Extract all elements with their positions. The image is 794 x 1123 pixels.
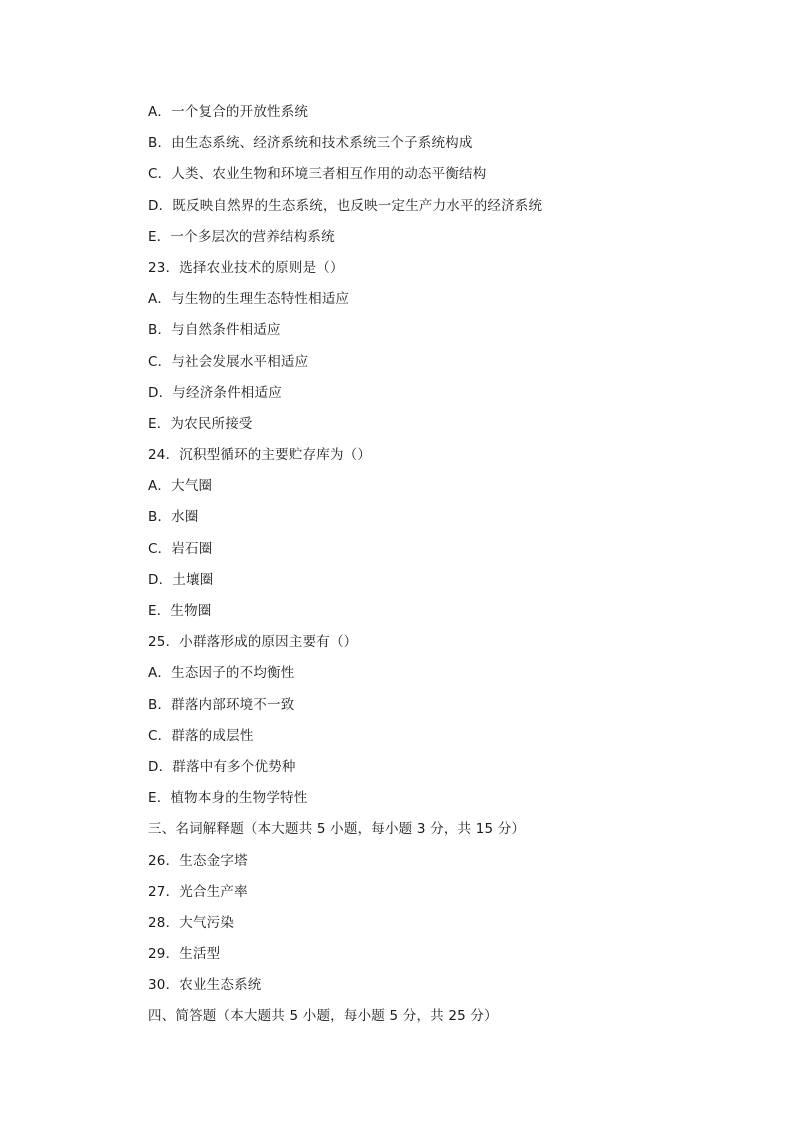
section-3-heading: 三、名词解释题（本大题共 5 小题，每小题 3 分，共 15 分） <box>148 821 526 838</box>
question-23: 23．选择农业技术的原则是（） <box>148 259 344 276</box>
question-30: 30．农业生态系统 <box>148 977 262 994</box>
question-28: 28．大气污染 <box>148 914 235 931</box>
document-body <box>148 101 708 1037</box>
q22-option-b: B．由生态系统、经济系统和技术系统三个子系统构成 <box>148 135 473 152</box>
q22-option-e: E．一个多层次的营养结构系统 <box>148 228 335 245</box>
q23-option-d: D．与经济条件相适应 <box>148 384 282 401</box>
q24-option-e: E．生物圈 <box>148 603 212 619</box>
question-27: 27．光合生产率 <box>148 883 248 900</box>
q22-option-c: C．人类、农业生物和环境三者相互作用的动态平衡结构 <box>148 166 487 183</box>
question-29: 29．生活型 <box>148 946 221 963</box>
q24-option-c: C．岩石圈 <box>148 540 213 557</box>
q24-option-a: A．大气圈 <box>148 478 213 495</box>
q22-option-d: D．既反映自然界的生态系统，也反映一定生产力水平的经济系统 <box>148 197 543 214</box>
section-4-heading: 四、简答题（本大题共 5 小题，每小题 5 分，共 25 分） <box>148 1008 498 1025</box>
question-25: 25．小群落形成的原因主要有（） <box>148 634 358 651</box>
q25-option-b: B．群落内部环境不一致 <box>148 696 295 713</box>
q23-option-c: C．与社会发展水平相适应 <box>148 353 309 370</box>
question-24: 24．沉积型循环的主要贮存库为（） <box>148 447 372 464</box>
q25-option-a: A．生态因子的不均衡性 <box>148 665 295 682</box>
q23-option-a: A．与生物的生理生态特性相适应 <box>148 291 350 308</box>
q24-option-b: B．水圈 <box>148 509 199 526</box>
q23-option-b: B．与自然条件相适应 <box>148 322 281 339</box>
q22-option-a: A．一个复合的开放性系统 <box>148 104 309 120</box>
q25-option-c: C．群落的成层性 <box>148 727 254 744</box>
q24-option-d: D．土壤圈 <box>148 571 214 588</box>
q23-option-e: E．为农民所接受 <box>148 415 253 432</box>
q25-option-d: D．群落中有多个优势种 <box>148 758 296 775</box>
q25-option-e: E．植物本身的生物学特性 <box>148 790 308 807</box>
question-26: 26．生态金字塔 <box>148 852 248 869</box>
